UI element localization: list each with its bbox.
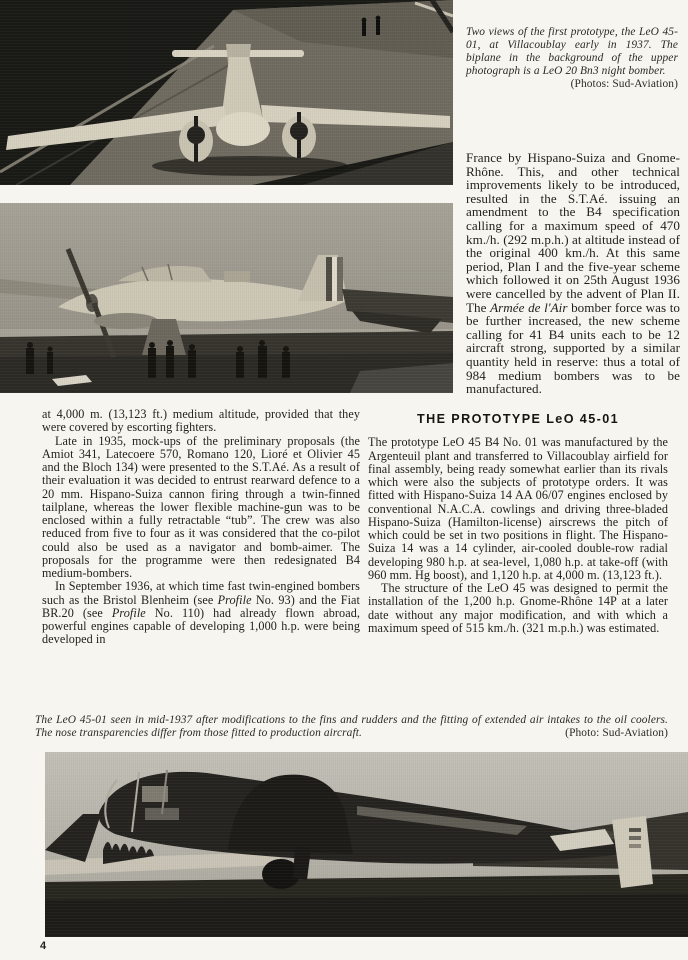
body-paragraph: The structure of the LeO 45 was designed to permit the installation of the 1,200 h.p. Gnome-Rhône 14P at a later date without any major modification, and with which a maximum speed of 515 km./h. (321 m.p.h.) was estimated. — [368, 581, 668, 635]
body-paragraph: Late in 1935, mock-ups of the preliminary proposals (the Amiot 341, Latecoere 570, Romano 120, Lioré et Olivier 45 and the Bloch 134) were presented to the S.T.Aé. As a result of their evaluation it was decided to entrust rearward defence to a 20 mm. Hispano-Suiza cannon firing through a twin-finned tailplane, whereas the lower flexible machine-gun was to be enclosed within a fully retractable “tub”. The crew was also reduced from five to four as it was considered that the co-pilot could also be used as a navigator and bomb-aimer. The proposals for the programme were then redesignated B4 medium-bombers. — [42, 433, 360, 580]
photo-leo45-ground-side-art — [0, 203, 453, 393]
caption-bottom-text: The LeO 45-01 seen in mid-1937 after modifications to the fins and rudders and the fitting of extended air intakes to the oil coolers. The nose transparencies differ from those fitted to production aircraft. — [35, 714, 668, 740]
photo-leo45-silhouette — [45, 752, 688, 937]
body-paragraph: The prototype LeO 45 B4 No. 01 was manufactured by the Argenteuil plant and transferred to Villacoublay airfield for final assembly, being ready somewhat earlier than its rivals which were also the subjects of prototype orders. It was fitted with Hispano-Suiza 14 AA 06/07 engines enclosed by conventional N.A.C.A. cowlings and driving three-bladed Hispano-Suiza (Hamilton-license) airscrews the pitch of which could be set in two positions in flight. The Hispano-Suiza 14 was a 14 cylinder, air-cooled double-row radial developing 980 h.p. at sea-level, 1,080 h.p. at take-off (with 960 mm. Hg boost), and 1,120 h.p. at 4,000 m. (13,123 ft.). — [368, 435, 668, 582]
page-number: 4 — [40, 940, 47, 952]
photo-leo45-overhead-art — [0, 0, 453, 185]
intro-paragraph — [466, 151, 680, 396]
intro-text-italic: Armée de l'Air — [490, 299, 568, 315]
intro-text-c: bomber force was to be further increased, the new scheme calling for 41 B4 units each to be 12 aircraft strong, supported by a similar quantity held in reserve: thus a total of 984 medium bombers was to be manufactured. — [466, 299, 681, 397]
body-paragraph: at 4,000 m. (13,123 ft.) medium altitude, provided that they were covered by escorting fighters. — [42, 407, 360, 435]
intro-text-a: France by Hispano-Suiza and Gnome-Rhône. This, and other technical improvements likely to be introduced, resulted in the S.T.Aé. issuing an amendment to the B4 specification calling for a maximum speed of 470 km./h. (292 m.p.h.) at altitude instead of the original 400 km./h. At this same period, Plan I and the five-year scheme which followed it on 25th August 1936 were cancelled by the advent of Plan II. The — [466, 150, 680, 315]
left-column — [42, 408, 360, 647]
body-text: No. 93) and the Fiat BR.20 (see — [42, 592, 360, 620]
photo-leo45-silhouette-art — [45, 752, 688, 937]
caption-top-text: Two views of the first prototype, the LeO 45-01, at Villacoublay early in 1937. The biplane in the background of the upper photograph is a LeO 20 Bn3 night bomber. — [466, 26, 678, 78]
profile-ref-italic: Profile — [217, 592, 252, 607]
right-column — [368, 408, 668, 635]
photo-leo45-ground-side — [0, 203, 453, 393]
profile-ref-italic: Profile — [111, 605, 146, 620]
body-paragraph — [42, 580, 360, 646]
body-text: No. 110) had already flown abroad, powerful engines capable of developing 1,000 h.p. were being developed in — [42, 605, 360, 647]
body-text: In September 1936, at which time fast twin-engined bombers such as the Bristol Blenheim (see — [42, 579, 360, 607]
section-heading: THE PROTOTYPE LeO 45-01 — [416, 412, 620, 426]
caption-bottom-credit: (Photo: Sud-Aviation) — [565, 727, 668, 740]
caption-top — [466, 26, 678, 91]
caption-top-credit: (Photos: Sud-Aviation) — [570, 78, 678, 91]
photo-leo45-overhead — [0, 0, 453, 185]
caption-bottom — [35, 714, 668, 740]
